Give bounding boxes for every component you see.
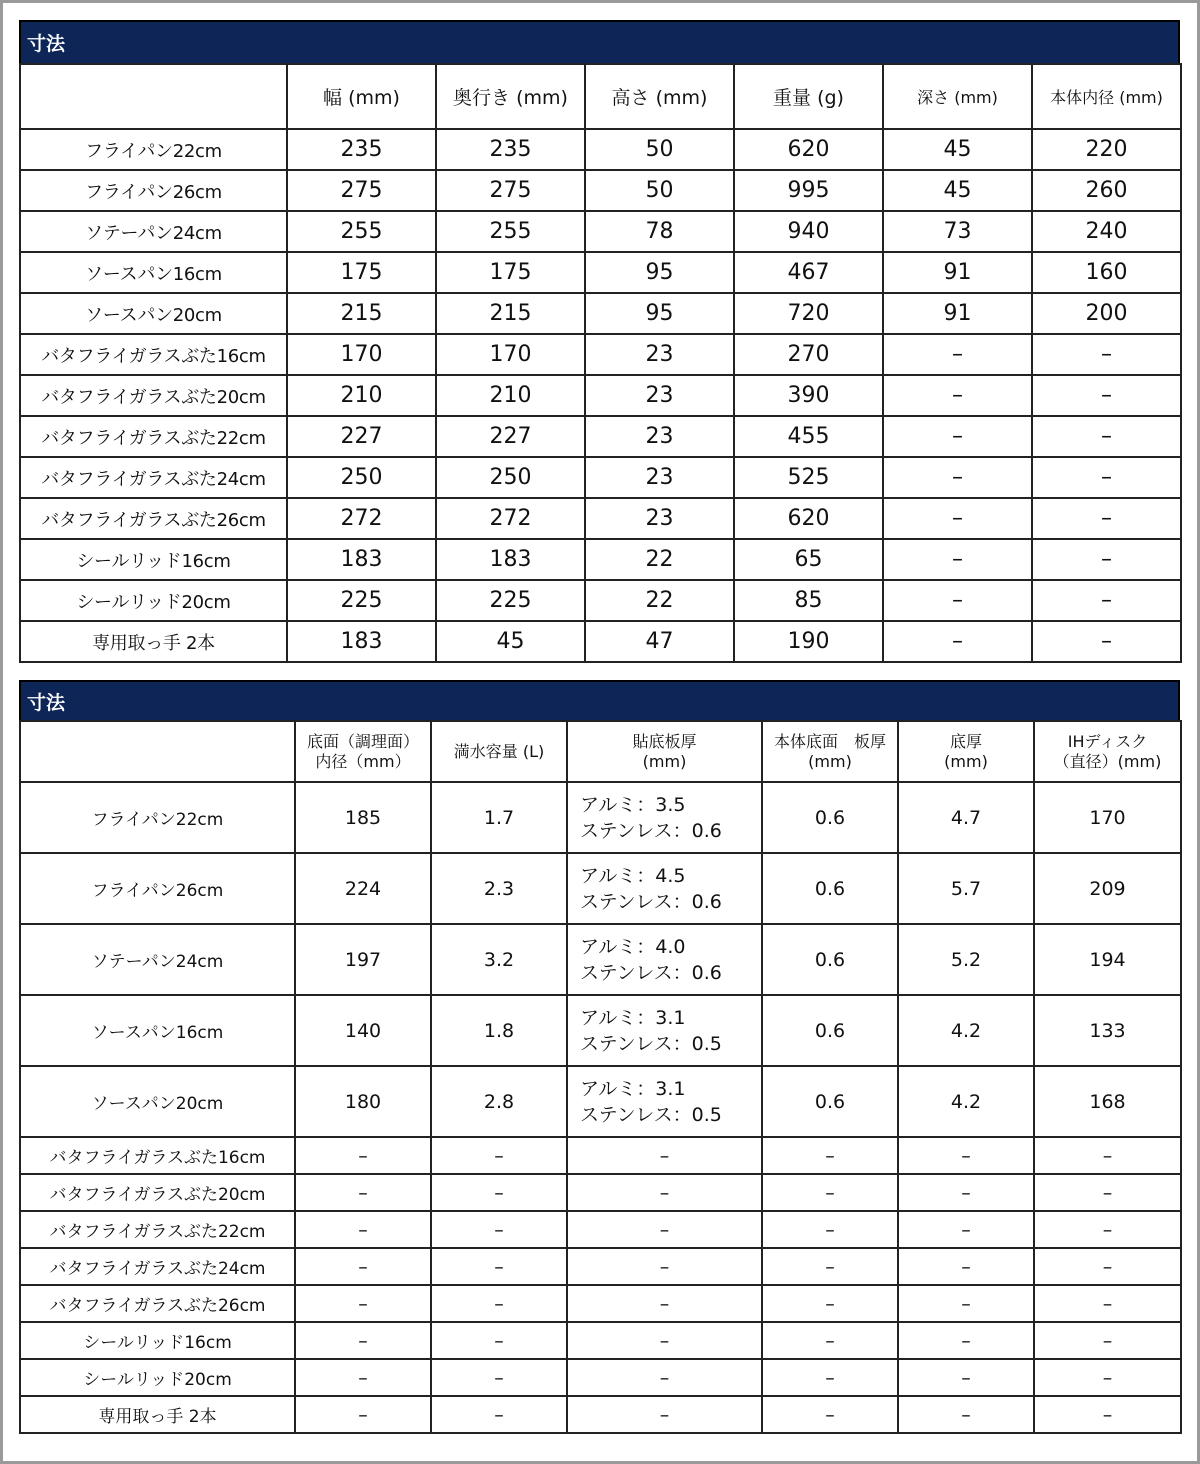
table-cell: – bbox=[1034, 1359, 1181, 1396]
table-cell: – bbox=[898, 1359, 1034, 1396]
table-cell: – bbox=[431, 1285, 567, 1322]
table-cell: – bbox=[762, 1248, 898, 1285]
table-cell: – bbox=[898, 1285, 1034, 1322]
table-cell: 22 bbox=[585, 580, 734, 621]
table-cell: 210 bbox=[436, 375, 585, 416]
stainless-thickness: ステンレス：0.5 bbox=[580, 1103, 722, 1126]
table-cell: – bbox=[567, 1396, 762, 1433]
table-cell: 227 bbox=[287, 416, 436, 457]
product-name-cell: ソースパン16cm bbox=[20, 995, 295, 1066]
table-cell: 133 bbox=[1034, 995, 1181, 1066]
table-cell: 45 bbox=[883, 129, 1032, 170]
table-cell: 160 bbox=[1032, 252, 1181, 293]
table-cell: – bbox=[1032, 457, 1181, 498]
table-cell: 1.7 bbox=[431, 782, 567, 853]
table-cell: 620 bbox=[734, 129, 883, 170]
table-cell: – bbox=[295, 1322, 431, 1359]
table-cell: – bbox=[431, 1322, 567, 1359]
table-cell: 260 bbox=[1032, 170, 1181, 211]
product-name-cell: シールリッド20cm bbox=[20, 580, 287, 621]
table-row bbox=[20, 129, 1181, 170]
product-name-cell: フライパン22cm bbox=[20, 129, 287, 170]
t2-header-bonded-thickness: 貼底板厚 (mm) bbox=[567, 721, 762, 782]
stainless-thickness: ステンレス：0.6 bbox=[580, 890, 722, 913]
table-row bbox=[20, 211, 1181, 252]
table-cell: 240 bbox=[1032, 211, 1181, 252]
table-cell: – bbox=[762, 1174, 898, 1211]
table-cell: 2.8 bbox=[431, 1066, 567, 1137]
table-cell: 85 bbox=[734, 580, 883, 621]
table-row bbox=[20, 334, 1181, 375]
table-row bbox=[20, 853, 1181, 924]
table-row bbox=[20, 924, 1181, 995]
bonded-thickness-cell bbox=[567, 782, 762, 853]
table-cell: 0.6 bbox=[762, 995, 898, 1066]
t2-header-bottom-diameter: 底面（調理面） 内径（mm） bbox=[295, 721, 431, 782]
table-cell: 50 bbox=[585, 170, 734, 211]
product-name-cell: 専用取っ手 2本 bbox=[20, 621, 287, 662]
table-cell: 91 bbox=[883, 293, 1032, 334]
table-cell: – bbox=[883, 457, 1032, 498]
table-cell: – bbox=[431, 1211, 567, 1248]
table-row bbox=[20, 782, 1181, 853]
product-name-cell: バタフライガラスぶた22cm bbox=[20, 416, 287, 457]
table-cell: – bbox=[431, 1396, 567, 1433]
table-row bbox=[20, 1359, 1181, 1396]
aluminum-thickness: アルミ：4.0 bbox=[580, 935, 686, 958]
table-cell: 275 bbox=[436, 170, 585, 211]
table-cell: – bbox=[762, 1322, 898, 1359]
table-row bbox=[20, 1396, 1181, 1433]
table-cell: – bbox=[898, 1137, 1034, 1174]
table-cell: 1.8 bbox=[431, 995, 567, 1066]
table-cell: – bbox=[295, 1396, 431, 1433]
t2-header-ih-disk: IHディスク （直径）(mm) bbox=[1034, 721, 1181, 782]
table-row bbox=[20, 1066, 1181, 1137]
table-cell: – bbox=[1032, 621, 1181, 662]
product-name-cell: バタフライガラスぶた26cm bbox=[20, 1285, 295, 1322]
table-cell: – bbox=[883, 621, 1032, 662]
table-cell: – bbox=[567, 1211, 762, 1248]
table-cell: 73 bbox=[883, 211, 1032, 252]
table-cell: 272 bbox=[436, 498, 585, 539]
table-cell: 183 bbox=[287, 621, 436, 662]
table-cell: – bbox=[567, 1137, 762, 1174]
table-cell: 270 bbox=[734, 334, 883, 375]
table-cell: – bbox=[898, 1396, 1034, 1433]
table-cell: 467 bbox=[734, 252, 883, 293]
table-cell: – bbox=[567, 1285, 762, 1322]
t2-header-capacity: 満水容量 (L) bbox=[431, 721, 567, 782]
product-name-cell: バタフライガラスぶた24cm bbox=[20, 1248, 295, 1285]
table-cell: 209 bbox=[1034, 853, 1181, 924]
table-cell: 197 bbox=[295, 924, 431, 995]
table-cell: 45 bbox=[436, 621, 585, 662]
table-cell: 455 bbox=[734, 416, 883, 457]
table-cell: – bbox=[567, 1248, 762, 1285]
table-cell: 4.2 bbox=[898, 1066, 1034, 1137]
table-cell: 940 bbox=[734, 211, 883, 252]
table-cell: – bbox=[431, 1174, 567, 1211]
table-cell: – bbox=[762, 1137, 898, 1174]
table-cell: 180 bbox=[295, 1066, 431, 1137]
table-cell: 4.7 bbox=[898, 782, 1034, 853]
table-row bbox=[20, 1285, 1181, 1322]
product-name-cell: フライパン26cm bbox=[20, 170, 287, 211]
t1-header-height: 高さ (mm) bbox=[585, 64, 734, 129]
table-cell: 4.2 bbox=[898, 995, 1034, 1066]
table-cell: 5.2 bbox=[898, 924, 1034, 995]
table-cell: 175 bbox=[287, 252, 436, 293]
table-cell: – bbox=[762, 1285, 898, 1322]
table-cell: 225 bbox=[436, 580, 585, 621]
product-name-cell: ソテーパン24cm bbox=[20, 211, 287, 252]
table-cell: – bbox=[898, 1322, 1034, 1359]
table-cell: – bbox=[1034, 1211, 1181, 1248]
table-cell: 227 bbox=[436, 416, 585, 457]
table-row bbox=[20, 1174, 1181, 1211]
aluminum-thickness: アルミ：3.1 bbox=[580, 1006, 686, 1029]
table-cell: – bbox=[295, 1248, 431, 1285]
dimensions-table-2 bbox=[19, 720, 1182, 1434]
table-cell: 620 bbox=[734, 498, 883, 539]
product-name-cell: バタフライガラスぶた22cm bbox=[20, 1211, 295, 1248]
table-cell: 215 bbox=[436, 293, 585, 334]
table-row bbox=[20, 1211, 1181, 1248]
table-row bbox=[20, 621, 1181, 662]
stainless-thickness: ステンレス：0.6 bbox=[580, 819, 722, 842]
product-name-cell: 専用取っ手 2本 bbox=[20, 1396, 295, 1433]
table-1-header-row bbox=[20, 64, 1181, 129]
t1-header-blank bbox=[20, 64, 287, 129]
table-cell: 22 bbox=[585, 539, 734, 580]
table-row bbox=[20, 375, 1181, 416]
table-cell: – bbox=[1034, 1396, 1181, 1433]
table-cell: – bbox=[762, 1211, 898, 1248]
product-name-cell: バタフライガラスぶた16cm bbox=[20, 1137, 295, 1174]
t2-header-body-thickness: 本体底面 板厚 (mm) bbox=[762, 721, 898, 782]
table-cell: – bbox=[883, 580, 1032, 621]
table-row bbox=[20, 539, 1181, 580]
table-cell: – bbox=[762, 1396, 898, 1433]
dimensions-section-2 bbox=[19, 680, 1180, 1434]
section-1-title: 寸法 bbox=[19, 20, 1180, 63]
t2-header-blank bbox=[20, 721, 295, 782]
table-cell: – bbox=[567, 1322, 762, 1359]
table-cell: – bbox=[898, 1248, 1034, 1285]
table-cell: 185 bbox=[295, 782, 431, 853]
product-name-cell: バタフライガラスぶた26cm bbox=[20, 498, 287, 539]
bonded-thickness-cell bbox=[567, 995, 762, 1066]
table-cell: 235 bbox=[287, 129, 436, 170]
aluminum-thickness: アルミ：3.5 bbox=[580, 793, 686, 816]
table-cell: 23 bbox=[585, 416, 734, 457]
t2-header-base-thickness: 底厚 (mm) bbox=[898, 721, 1034, 782]
table-cell: – bbox=[883, 375, 1032, 416]
table-cell: 45 bbox=[883, 170, 1032, 211]
table-cell: – bbox=[883, 539, 1032, 580]
product-name-cell: フライパン22cm bbox=[20, 782, 295, 853]
table-cell: 175 bbox=[436, 252, 585, 293]
table-cell: 0.6 bbox=[762, 1066, 898, 1137]
table-cell: – bbox=[431, 1359, 567, 1396]
table-cell: 50 bbox=[585, 129, 734, 170]
table-cell: 255 bbox=[436, 211, 585, 252]
table-row bbox=[20, 252, 1181, 293]
table-cell: – bbox=[295, 1359, 431, 1396]
table-cell: 23 bbox=[585, 498, 734, 539]
table-cell: 272 bbox=[287, 498, 436, 539]
table-cell: – bbox=[1032, 375, 1181, 416]
table-cell: 2.3 bbox=[431, 853, 567, 924]
table-cell: – bbox=[431, 1137, 567, 1174]
t1-header-deep: 深さ (mm) bbox=[883, 64, 1032, 129]
table-cell: – bbox=[1034, 1322, 1181, 1359]
table-cell: – bbox=[1032, 539, 1181, 580]
bonded-thickness-cell bbox=[567, 1066, 762, 1137]
table-cell: – bbox=[762, 1359, 898, 1396]
table-cell: – bbox=[1032, 498, 1181, 539]
table-row bbox=[20, 457, 1181, 498]
table-cell: 47 bbox=[585, 621, 734, 662]
table-cell: – bbox=[883, 498, 1032, 539]
t1-header-inner-diameter: 本体内径 (mm) bbox=[1032, 64, 1181, 129]
product-name-cell: シールリッド16cm bbox=[20, 1322, 295, 1359]
table-cell: 210 bbox=[287, 375, 436, 416]
table-2-header-row bbox=[20, 721, 1181, 782]
table-cell: – bbox=[567, 1174, 762, 1211]
table-cell: 220 bbox=[1032, 129, 1181, 170]
t1-header-depth: 奥行き (mm) bbox=[436, 64, 585, 129]
bonded-thickness-cell bbox=[567, 853, 762, 924]
table-cell: 78 bbox=[585, 211, 734, 252]
table-cell: 91 bbox=[883, 252, 1032, 293]
table-cell: 200 bbox=[1032, 293, 1181, 334]
table-cell: 23 bbox=[585, 375, 734, 416]
table-cell: 190 bbox=[734, 621, 883, 662]
table-cell: 235 bbox=[436, 129, 585, 170]
product-name-cell: バタフライガラスぶた24cm bbox=[20, 457, 287, 498]
stainless-thickness: ステンレス：0.5 bbox=[580, 1032, 722, 1055]
table-cell: – bbox=[567, 1359, 762, 1396]
table-cell: – bbox=[1034, 1174, 1181, 1211]
table-cell: 224 bbox=[295, 853, 431, 924]
table-row bbox=[20, 1137, 1181, 1174]
table-cell: 250 bbox=[436, 457, 585, 498]
table-cell: – bbox=[1032, 416, 1181, 457]
table-cell: 3.2 bbox=[431, 924, 567, 995]
product-name-cell: ソースパン16cm bbox=[20, 252, 287, 293]
product-name-cell: バタフライガラスぶた16cm bbox=[20, 334, 287, 375]
product-name-cell: シールリッド16cm bbox=[20, 539, 287, 580]
table-row bbox=[20, 498, 1181, 539]
aluminum-thickness: アルミ：4.5 bbox=[580, 864, 686, 887]
table-cell: 95 bbox=[585, 293, 734, 334]
table-row bbox=[20, 580, 1181, 621]
dimensions-section-1 bbox=[19, 20, 1180, 663]
table-cell: 140 bbox=[295, 995, 431, 1066]
table-cell: 170 bbox=[436, 334, 585, 375]
table-cell: 525 bbox=[734, 457, 883, 498]
product-name-cell: ソテーパン24cm bbox=[20, 924, 295, 995]
product-name-cell: シールリッド20cm bbox=[20, 1359, 295, 1396]
table-cell: – bbox=[898, 1174, 1034, 1211]
table-cell: – bbox=[1034, 1248, 1181, 1285]
aluminum-thickness: アルミ：3.1 bbox=[580, 1077, 686, 1100]
table-cell: – bbox=[431, 1248, 567, 1285]
table-cell: – bbox=[1032, 580, 1181, 621]
table-cell: 5.7 bbox=[898, 853, 1034, 924]
table-cell: – bbox=[295, 1174, 431, 1211]
table-row bbox=[20, 293, 1181, 334]
table-cell: 390 bbox=[734, 375, 883, 416]
table-cell: 275 bbox=[287, 170, 436, 211]
bonded-thickness-cell bbox=[567, 924, 762, 995]
table-cell: – bbox=[295, 1285, 431, 1322]
table-cell: 170 bbox=[287, 334, 436, 375]
table-row bbox=[20, 170, 1181, 211]
table-cell: 183 bbox=[287, 539, 436, 580]
table-cell: – bbox=[1034, 1285, 1181, 1322]
t1-header-weight: 重量 (g) bbox=[734, 64, 883, 129]
table-cell: 170 bbox=[1034, 782, 1181, 853]
table-cell: 215 bbox=[287, 293, 436, 334]
table-cell: 720 bbox=[734, 293, 883, 334]
table-cell: 65 bbox=[734, 539, 883, 580]
table-cell: 183 bbox=[436, 539, 585, 580]
table-cell: 0.6 bbox=[762, 782, 898, 853]
table-cell: – bbox=[1034, 1137, 1181, 1174]
table-row bbox=[20, 995, 1181, 1066]
stainless-thickness: ステンレス：0.6 bbox=[580, 961, 722, 984]
table-cell: – bbox=[883, 416, 1032, 457]
table-row bbox=[20, 1248, 1181, 1285]
table-cell: 0.6 bbox=[762, 924, 898, 995]
product-name-cell: フライパン26cm bbox=[20, 853, 295, 924]
product-name-cell: バタフライガラスぶた20cm bbox=[20, 1174, 295, 1211]
product-name-cell: バタフライガラスぶた20cm bbox=[20, 375, 287, 416]
product-name-cell: ソースパン20cm bbox=[20, 1066, 295, 1137]
table-cell: – bbox=[883, 334, 1032, 375]
table-cell: – bbox=[1032, 334, 1181, 375]
table-cell: 168 bbox=[1034, 1066, 1181, 1137]
table-cell: – bbox=[898, 1211, 1034, 1248]
section-2-title: 寸法 bbox=[19, 680, 1180, 720]
table-cell: 995 bbox=[734, 170, 883, 211]
table-row bbox=[20, 1322, 1181, 1359]
table-cell: 250 bbox=[287, 457, 436, 498]
table-cell: 23 bbox=[585, 457, 734, 498]
table-cell: 95 bbox=[585, 252, 734, 293]
table-cell: 194 bbox=[1034, 924, 1181, 995]
table-cell: – bbox=[295, 1137, 431, 1174]
table-cell: 23 bbox=[585, 334, 734, 375]
table-row bbox=[20, 416, 1181, 457]
table-cell: 225 bbox=[287, 580, 436, 621]
t1-header-width: 幅 (mm) bbox=[287, 64, 436, 129]
dimensions-table-1 bbox=[19, 63, 1182, 663]
table-cell: 0.6 bbox=[762, 853, 898, 924]
table-cell: – bbox=[295, 1211, 431, 1248]
table-cell: 255 bbox=[287, 211, 436, 252]
product-name-cell: ソースパン20cm bbox=[20, 293, 287, 334]
